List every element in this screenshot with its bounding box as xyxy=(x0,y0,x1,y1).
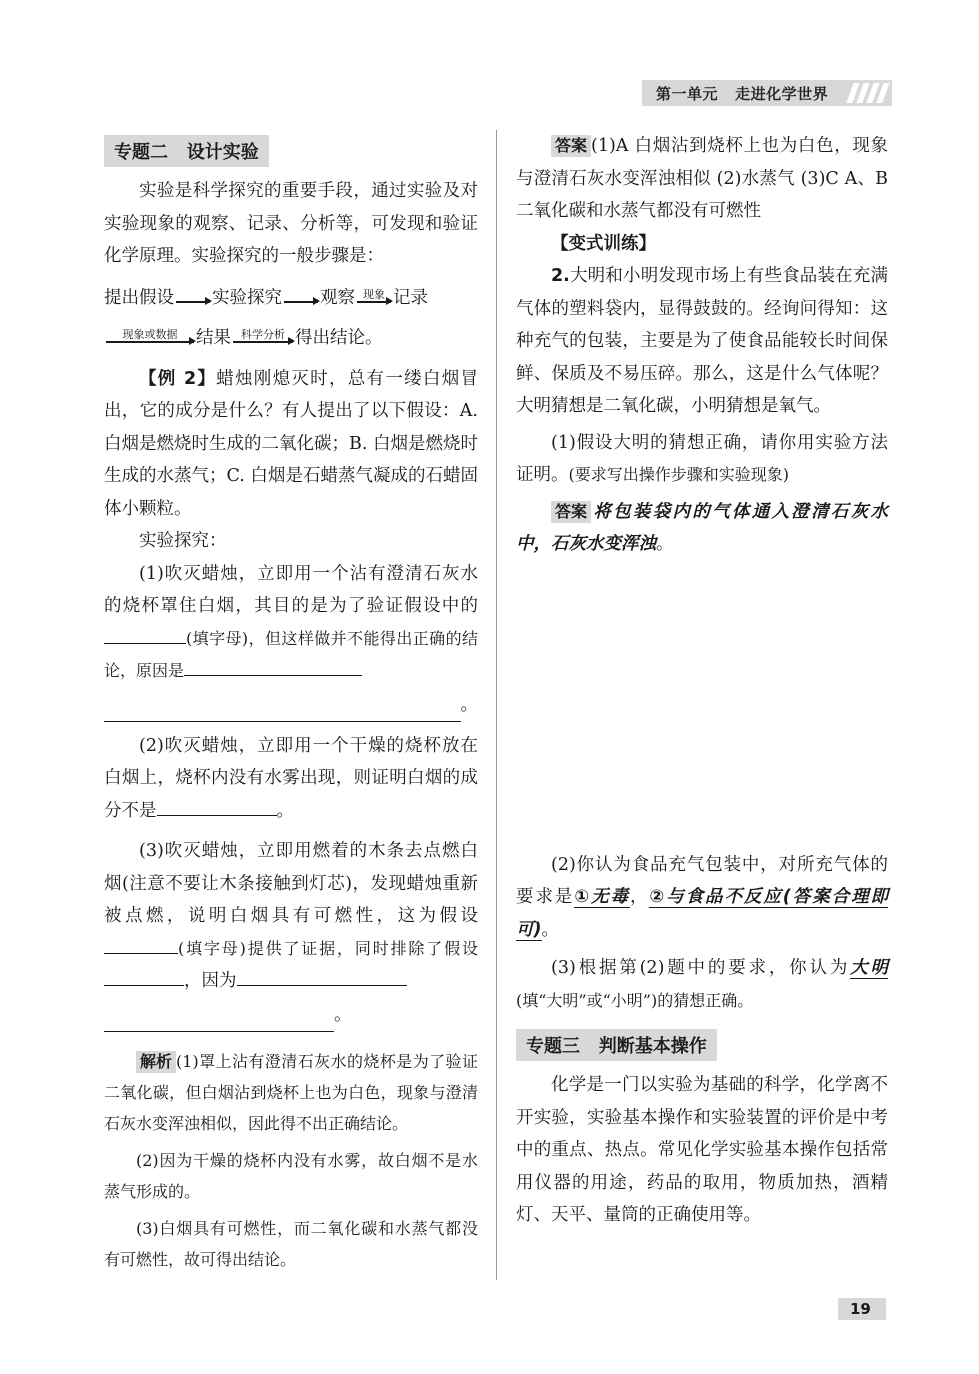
flow-arrow-label: 现象 xyxy=(363,288,385,301)
analysis-para-3: (3)白烟具有可燃性，而二氧化碳和水蒸气都没有可燃性，故可得出结论。 xyxy=(104,1218,478,1269)
experiment-flowchart xyxy=(104,273,478,353)
handwritten-answer: 大明 xyxy=(850,958,888,978)
answer-1-text: (1)A 白烟沾到烧杯上也为白色，现象与澄清石灰水变浑浊相似 (2)水蒸气 (3)C A、B 二氧化碳和水蒸气都没有可燃性 xyxy=(516,136,888,221)
handwritten-answer: 将包装袋内的气体通入澄清石灰水中，石灰水变浑浊 xyxy=(516,501,888,554)
q3-blank-line-row: 。 xyxy=(104,998,478,1032)
q2-text: (2)吹灭蜡烛，立即用一个干燥的烧杯放在白烟上，烧杯内没有水雾出现，则证明白烟的成分不是 xyxy=(104,735,478,821)
flow-arrow-phenomenon xyxy=(357,289,391,313)
flow-arrow-analysis xyxy=(233,329,293,353)
topic2-intro: 实验是科学探究的重要手段，通过实验及对实验现象的观察、记录、分析等，可发现和验证化学原理。实验探究的一般步骤是： xyxy=(104,181,478,266)
flow-step-result: 结果 xyxy=(196,327,231,348)
flow-arrow xyxy=(284,301,318,313)
q1-blank-line-row: 。 xyxy=(104,688,478,722)
handwritten-answer: ①无毒 xyxy=(574,887,630,907)
answer-label: 答案 xyxy=(551,501,591,523)
q3-blank-3[interactable] xyxy=(237,966,407,986)
flow-step-record: 记录 xyxy=(393,287,428,308)
left-column xyxy=(104,130,478,1275)
analysis-para-2: (2)因为干燥的烧杯内没有水雾，故白烟不是水蒸气形成的。 xyxy=(104,1150,478,1201)
problem-2-q1: (1)假设大明的猜想正确，请你用实验方法证明。(要求写出操作步骤和实验现象) xyxy=(516,432,888,485)
flow-step-conclusion: 得出结论。 xyxy=(295,327,383,348)
example-text: 蜡烛刚熄灭时，总有一缕白烟冒出，它的成分是什么？有人提出了以下假设：A. 白烟是燃烧时生成的二氧化碳；B. 白烟是燃烧时生成的水蒸气；C. 白烟是石蜡蒸气凝成的石蜡固体小颗粒。 xyxy=(104,368,478,519)
answer-2: 答案 将包装袋内的气体通入澄清石灰水中，石灰水变浑浊。 xyxy=(516,501,888,554)
topic2-title: 专题二 设计实验 xyxy=(104,135,269,167)
flow-arrow-label: 科学分析 xyxy=(241,328,285,341)
flow-arrow xyxy=(176,301,210,313)
question-1 xyxy=(104,558,478,688)
topic3-text: 化学是一门以实验为基础的科学，化学离不开实验，实验基本操作和实验装置的评价是中考中的重点、热点。常见化学实验基本操作包括常用仪器的用途，药品的取用，物质加热，酒精灯、天平、量筒的正确使用等。 xyxy=(516,1075,888,1225)
problem-2: 2.大明和小明发现市场上有些食品装在充满气体的塑料袋内，显得鼓鼓的。经询问得知：这种充气的包装，主要是为了使食品能较长时间保鲜、保质及不易压碎。那么，这是什么气体呢？大明猜想是二氧化碳，小明猜想是氧气。 xyxy=(516,266,888,416)
right-column xyxy=(516,130,888,1232)
q1-blank-1[interactable] xyxy=(104,624,186,644)
flow-arrow-data xyxy=(106,329,194,353)
header-stripes-decoration xyxy=(850,83,886,103)
answer-space xyxy=(516,561,888,849)
q3-text-2: (填字母)提供了证据，同时排除了假设 xyxy=(178,938,478,958)
chapter-header xyxy=(642,80,892,106)
chapter-title: 第一单元 走进化学世界 xyxy=(656,84,829,103)
q3-blank-4[interactable] xyxy=(104,1008,334,1032)
q3-blank-1[interactable] xyxy=(104,934,178,954)
question-3 xyxy=(104,835,478,998)
problem-2-q3: (3)根据第(2)题中的要求，你认为大明(填“大明”或“小明”)的猜想正确。 xyxy=(516,958,888,1010)
flow-step-observe: 观察 xyxy=(320,287,355,308)
q1-blank-3[interactable] xyxy=(104,698,461,722)
flow-step-explore: 实验探究 xyxy=(212,287,282,308)
example-label: 【例 2】 xyxy=(139,368,217,389)
q1-text: (1)吹灭蜡烛，立即用一个沾有澄清石灰水的烧杯罩住白烟，其目的是为了验证假设中的 xyxy=(104,563,478,616)
question-2: (2)吹灭蜡烛，立即用一个干燥的烧杯放在白烟上，烧杯内没有水雾出现，则证明白烟的成分不是 。 xyxy=(104,735,478,821)
q2-blank[interactable] xyxy=(157,796,277,816)
q3-text: (3)吹灭蜡烛，立即用燃着的木条去点燃白烟(注意不要让木条接触到灯芯)，发现蜡烛重新被点燃，说明白烟具有可燃性，这为假设 xyxy=(104,841,478,926)
variant-training-title: 【变式训练】 xyxy=(551,233,656,254)
topic3-title: 专题三 判断基本操作 xyxy=(516,1029,717,1061)
q1-blank-2[interactable] xyxy=(184,656,362,676)
problem-2-q2: (2)你认为食品充气包装中，对所充气体的要求是①无毒，②与食品不反应(答案合理即可)。 xyxy=(516,854,889,940)
handwritten-answer: ②与食品不反应(答案合理即可) xyxy=(516,887,889,940)
flow-arrow-label: 现象或数据 xyxy=(122,328,178,341)
q1-text-2: (填字母)，但这样做并不能得出正确的结论，原因是 xyxy=(104,628,478,680)
answer-label: 答案 xyxy=(551,135,591,157)
column-divider xyxy=(496,130,497,1280)
q3-blank-2[interactable] xyxy=(104,966,184,986)
answer-1 xyxy=(516,130,888,228)
q3-text-3: ，因为 xyxy=(184,971,237,991)
experiment-title: 实验探究： xyxy=(139,531,227,551)
analysis-label: 解析 xyxy=(136,1051,176,1073)
page-number: 19 xyxy=(838,1298,886,1320)
flow-step-hypothesis: 提出假设 xyxy=(104,287,174,308)
analysis-para-1: 解析 (1)罩上沾有澄清石灰水的烧杯是为了验证二氧化碳，但白烟沾到烧杯上也为白色，现象与澄清石灰水变浑浊相似，因此得不出正确结论。 xyxy=(104,1051,478,1133)
example-2 xyxy=(104,363,478,526)
